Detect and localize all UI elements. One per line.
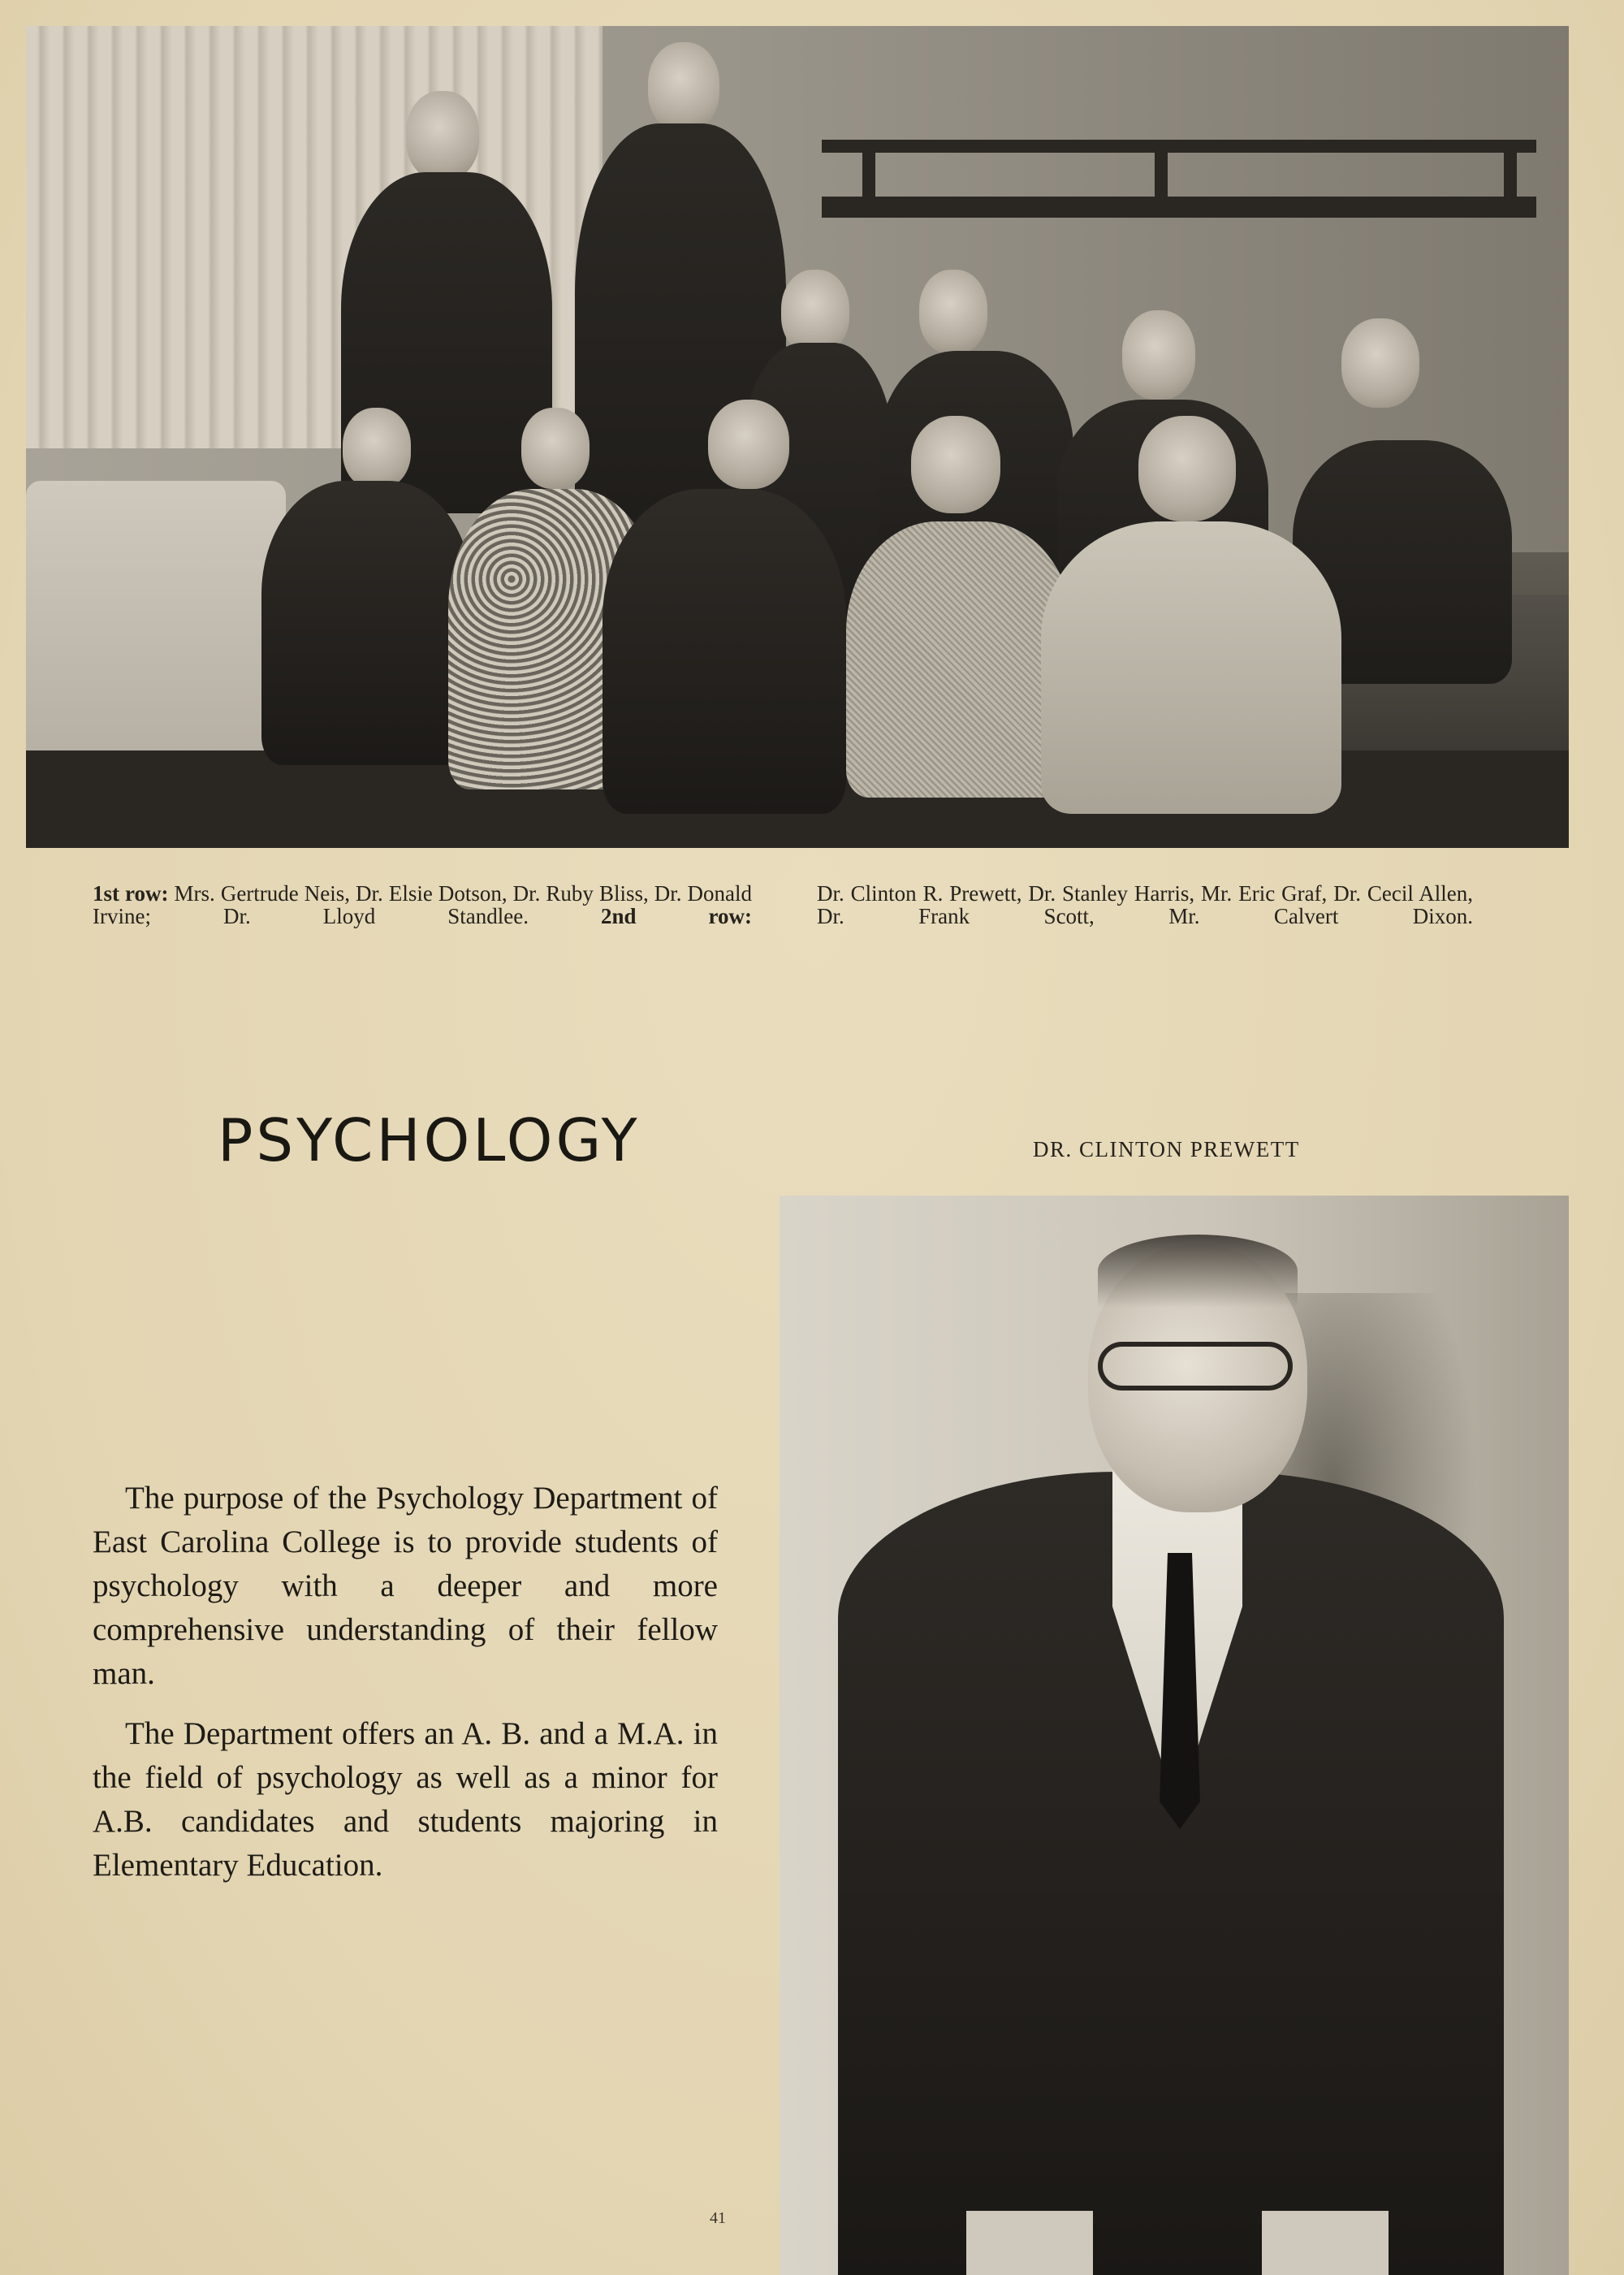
photo-shelf-lower xyxy=(822,197,1536,218)
group-photo-caption-left xyxy=(93,882,752,928)
caption-second-row-label: 2nd row: xyxy=(600,904,752,928)
caption-first-row-names: Mrs. Gertrude Neis, Dr. Elsie Dotson, Dr. Ruby Bliss, Dr. Donald Irvine; Dr. Lloyd Standlee. xyxy=(93,881,752,928)
page-title: PSYCHOLOGY xyxy=(218,1106,641,1174)
page-number: 41 xyxy=(710,2209,726,2227)
photo-sofa xyxy=(26,481,286,773)
group-photo-caption-right: Dr. Clinton R. Prewett, Dr. Stanley Harris, Mr. Eric Graf, Dr. Cecil Allen, Dr. Frank Scott, Mr. Calvert Dixon. xyxy=(817,881,1473,928)
photo-shelf-post xyxy=(1504,140,1517,218)
photo-shelf-post xyxy=(1155,140,1168,218)
caption-first-row-label: 1st row: xyxy=(93,881,169,906)
description-paragraph: The purpose of the Psychology Department of East Carolina College is to provide students of psychology with a deeper and more comprehensive understanding of their fellow man. xyxy=(93,1481,718,1691)
faculty-group-photo xyxy=(26,26,1569,848)
department-description xyxy=(93,1477,718,1904)
portrait-caption: DR. CLINTON PREWETT xyxy=(1033,1137,1300,1161)
photo-shelf-post xyxy=(862,140,875,218)
chairman-portrait-photo xyxy=(780,1196,1569,2275)
description-paragraph: The Department offers an A. B. and a M.A. in the field of psychology as well as a minor for A.B. candidates and students majoring in Elementary Education. xyxy=(93,1716,718,1883)
photo-shelf-upper xyxy=(822,140,1536,153)
